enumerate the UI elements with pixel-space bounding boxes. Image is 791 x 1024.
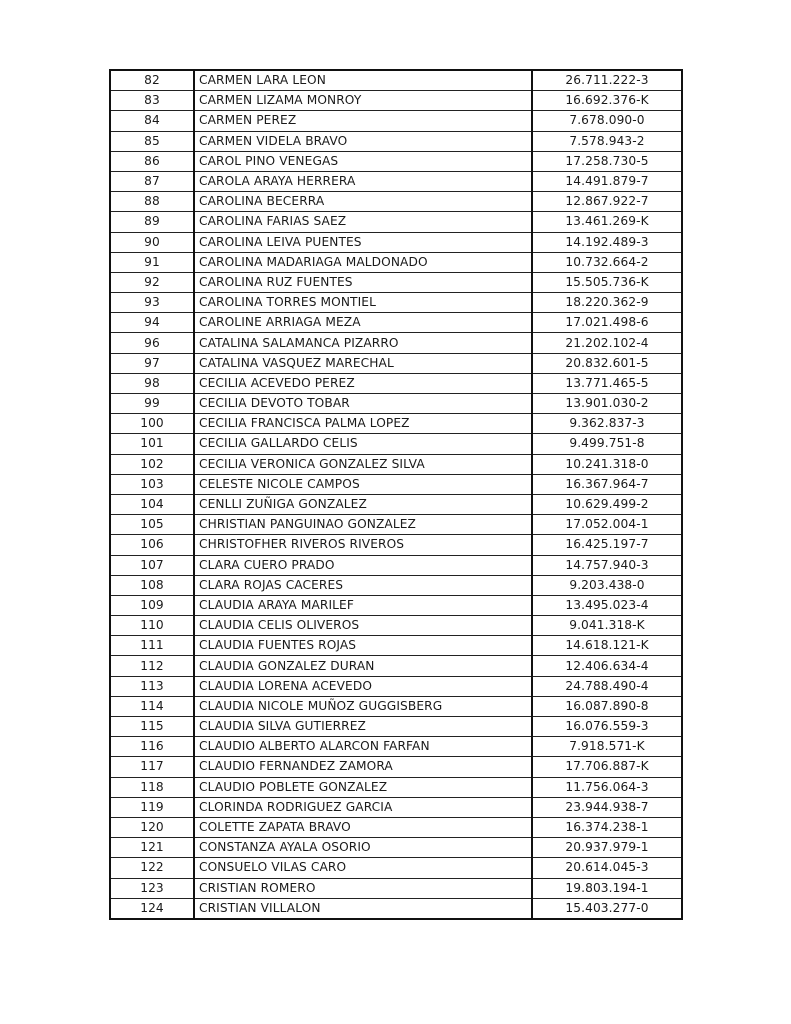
row-number-cell: 89 [110, 212, 194, 232]
full-name-cell: CENLLI ZUÑIGA GONZALEZ [194, 494, 532, 514]
table-row [110, 474, 682, 494]
rut-cell: 20.937.979-1 [532, 838, 682, 858]
rut-cell: 13.461.269-K [532, 212, 682, 232]
full-name-cell: CAROLINE ARRIAGA MEZA [194, 313, 532, 333]
table-row [110, 293, 682, 313]
full-name-cell: CLAUDIA CELIS OLIVEROS [194, 616, 532, 636]
full-name-cell: CAROLINA RUZ FUENTES [194, 272, 532, 292]
table-row [110, 333, 682, 353]
rut-cell: 17.021.498-6 [532, 313, 682, 333]
table-row [110, 616, 682, 636]
full-name-cell: CRISTIAN ROMERO [194, 878, 532, 898]
row-number-cell: 91 [110, 252, 194, 272]
row-number-cell: 114 [110, 696, 194, 716]
rut-cell: 9.203.438-0 [532, 575, 682, 595]
rut-cell: 20.832.601-5 [532, 353, 682, 373]
full-name-cell: CECILIA VERONICA GONZALEZ SILVA [194, 454, 532, 474]
rut-cell: 16.374.238-1 [532, 817, 682, 837]
row-number-cell: 107 [110, 555, 194, 575]
rut-cell: 16.425.197-7 [532, 535, 682, 555]
rut-cell: 24.788.490-4 [532, 676, 682, 696]
full-name-cell: CLAUDIA FUENTES ROJAS [194, 636, 532, 656]
table-row [110, 373, 682, 393]
table-row [110, 151, 682, 171]
full-name-cell: COLETTE ZAPATA BRAVO [194, 817, 532, 837]
full-name-cell: CLAUDIA NICOLE MUÑOZ GUGGISBERG [194, 696, 532, 716]
row-number-cell: 86 [110, 151, 194, 171]
rut-cell: 18.220.362-9 [532, 293, 682, 313]
table-row [110, 515, 682, 535]
full-name-cell: CLORINDA RODRIGUEZ GARCIA [194, 797, 532, 817]
row-number-cell: 100 [110, 414, 194, 434]
rut-cell: 21.202.102-4 [532, 333, 682, 353]
full-name-cell: CLAUDIA ARAYA MARILEF [194, 595, 532, 615]
rut-cell: 15.403.277-0 [532, 898, 682, 919]
table-row [110, 192, 682, 212]
rut-cell: 13.495.023-4 [532, 595, 682, 615]
table-row [110, 313, 682, 333]
table-row [110, 676, 682, 696]
table-row [110, 757, 682, 777]
row-number-cell: 113 [110, 676, 194, 696]
full-name-cell: CLAUDIA SILVA GUTIERREZ [194, 717, 532, 737]
rut-cell: 14.491.879-7 [532, 171, 682, 191]
full-name-cell: CLARA ROJAS CACERES [194, 575, 532, 595]
row-number-cell: 118 [110, 777, 194, 797]
full-name-cell: CAROLINA LEIVA PUENTES [194, 232, 532, 252]
table-row [110, 696, 682, 716]
row-number-cell: 123 [110, 878, 194, 898]
table-row [110, 858, 682, 878]
row-number-cell: 120 [110, 817, 194, 837]
rut-cell: 14.757.940-3 [532, 555, 682, 575]
table-row [110, 252, 682, 272]
row-number-cell: 98 [110, 373, 194, 393]
full-name-cell: CLAUDIO ALBERTO ALARCON FARFAN [194, 737, 532, 757]
full-name-cell: CELESTE NICOLE CAMPOS [194, 474, 532, 494]
row-number-cell: 88 [110, 192, 194, 212]
row-number-cell: 104 [110, 494, 194, 514]
row-number-cell: 102 [110, 454, 194, 474]
rut-cell: 9.041.318-K [532, 616, 682, 636]
full-name-cell: CLAUDIO POBLETE GONZALEZ [194, 777, 532, 797]
row-number-cell: 124 [110, 898, 194, 919]
row-number-cell: 110 [110, 616, 194, 636]
rut-cell: 17.258.730-5 [532, 151, 682, 171]
table-row [110, 434, 682, 454]
row-number-cell: 112 [110, 656, 194, 676]
full-name-cell: CRISTIAN VILLALON [194, 898, 532, 919]
full-name-cell: CECILIA FRANCISCA PALMA LOPEZ [194, 414, 532, 434]
row-number-cell: 122 [110, 858, 194, 878]
rut-cell: 7.678.090-0 [532, 111, 682, 131]
table-row [110, 171, 682, 191]
full-name-cell: CAROLINA FARIAS SAEZ [194, 212, 532, 232]
table-row [110, 494, 682, 514]
rut-cell: 9.499.751-8 [532, 434, 682, 454]
row-number-cell: 103 [110, 474, 194, 494]
table-row [110, 70, 682, 91]
row-number-cell: 87 [110, 171, 194, 191]
table-row [110, 838, 682, 858]
full-name-cell: CAROLINA BECERRA [194, 192, 532, 212]
rut-cell: 17.706.887-K [532, 757, 682, 777]
table-row [110, 878, 682, 898]
row-number-cell: 90 [110, 232, 194, 252]
rut-cell: 19.803.194-1 [532, 878, 682, 898]
row-number-cell: 83 [110, 91, 194, 111]
full-name-cell: CLAUDIA LORENA ACEVEDO [194, 676, 532, 696]
rut-cell: 7.918.571-K [532, 737, 682, 757]
full-name-cell: CLAUDIO FERNANDEZ ZAMORA [194, 757, 532, 777]
full-name-cell: CHRISTOFHER RIVEROS RIVEROS [194, 535, 532, 555]
rut-cell: 14.618.121-K [532, 636, 682, 656]
table-row [110, 131, 682, 151]
row-number-cell: 111 [110, 636, 194, 656]
full-name-cell: CONSTANZA AYALA OSORIO [194, 838, 532, 858]
full-name-cell: CLARA CUERO PRADO [194, 555, 532, 575]
row-number-cell: 101 [110, 434, 194, 454]
row-number-cell: 84 [110, 111, 194, 131]
rut-cell: 23.944.938-7 [532, 797, 682, 817]
row-number-cell: 94 [110, 313, 194, 333]
rut-cell: 13.901.030-2 [532, 394, 682, 414]
roster-table-body [110, 70, 682, 919]
row-number-cell: 106 [110, 535, 194, 555]
table-row [110, 394, 682, 414]
table-row [110, 353, 682, 373]
rut-cell: 14.192.489-3 [532, 232, 682, 252]
table-row [110, 636, 682, 656]
table-row [110, 212, 682, 232]
rut-cell: 16.087.890-8 [532, 696, 682, 716]
rut-cell: 7.578.943-2 [532, 131, 682, 151]
table-row [110, 817, 682, 837]
table-row [110, 575, 682, 595]
full-name-cell: CATALINA VASQUEZ MARECHAL [194, 353, 532, 373]
row-number-cell: 93 [110, 293, 194, 313]
row-number-cell: 105 [110, 515, 194, 535]
full-name-cell: CAROL PINO VENEGAS [194, 151, 532, 171]
table-row [110, 777, 682, 797]
row-number-cell: 92 [110, 272, 194, 292]
table-row [110, 454, 682, 474]
table-row [110, 232, 682, 252]
full-name-cell: CONSUELO VILAS CARO [194, 858, 532, 878]
roster-table [109, 69, 683, 920]
rut-cell: 20.614.045-3 [532, 858, 682, 878]
table-row [110, 91, 682, 111]
row-number-cell: 96 [110, 333, 194, 353]
row-number-cell: 116 [110, 737, 194, 757]
row-number-cell: 108 [110, 575, 194, 595]
full-name-cell: CAROLA ARAYA HERRERA [194, 171, 532, 191]
full-name-cell: CECILIA DEVOTO TOBAR [194, 394, 532, 414]
rut-cell: 13.771.465-5 [532, 373, 682, 393]
rut-cell: 9.362.837-3 [532, 414, 682, 434]
row-number-cell: 82 [110, 70, 194, 91]
row-number-cell: 109 [110, 595, 194, 615]
row-number-cell: 99 [110, 394, 194, 414]
rut-cell: 12.867.922-7 [532, 192, 682, 212]
rut-cell: 10.732.664-2 [532, 252, 682, 272]
rut-cell: 16.692.376-K [532, 91, 682, 111]
rut-cell: 10.241.318-0 [532, 454, 682, 474]
rut-cell: 17.052.004-1 [532, 515, 682, 535]
full-name-cell: CARMEN VIDELA BRAVO [194, 131, 532, 151]
table-row [110, 737, 682, 757]
table-row [110, 656, 682, 676]
rut-cell: 12.406.634-4 [532, 656, 682, 676]
full-name-cell: CAROLINA TORRES MONTIEL [194, 293, 532, 313]
row-number-cell: 117 [110, 757, 194, 777]
row-number-cell: 121 [110, 838, 194, 858]
table-row [110, 797, 682, 817]
table-row [110, 111, 682, 131]
full-name-cell: CARMEN PEREZ [194, 111, 532, 131]
full-name-cell: CECILIA ACEVEDO PEREZ [194, 373, 532, 393]
full-name-cell: CAROLINA MADARIAGA MALDONADO [194, 252, 532, 272]
full-name-cell: CARMEN LIZAMA MONROY [194, 91, 532, 111]
table-row [110, 272, 682, 292]
rut-cell: 15.505.736-K [532, 272, 682, 292]
row-number-cell: 119 [110, 797, 194, 817]
full-name-cell: CHRISTIAN PANGUINAO GONZALEZ [194, 515, 532, 535]
table-row [110, 595, 682, 615]
table-row [110, 535, 682, 555]
row-number-cell: 85 [110, 131, 194, 151]
rut-cell: 16.367.964-7 [532, 474, 682, 494]
table-row [110, 555, 682, 575]
table-row [110, 414, 682, 434]
table-row [110, 898, 682, 919]
rut-cell: 16.076.559-3 [532, 717, 682, 737]
table-row [110, 717, 682, 737]
full-name-cell: CARMEN LARA LEON [194, 70, 532, 91]
rut-cell: 26.711.222-3 [532, 70, 682, 91]
rut-cell: 11.756.064-3 [532, 777, 682, 797]
full-name-cell: CLAUDIA GONZALEZ DURAN [194, 656, 532, 676]
row-number-cell: 97 [110, 353, 194, 373]
row-number-cell: 115 [110, 717, 194, 737]
full-name-cell: CATALINA SALAMANCA PIZARRO [194, 333, 532, 353]
rut-cell: 10.629.499-2 [532, 494, 682, 514]
full-name-cell: CECILIA GALLARDO CELIS [194, 434, 532, 454]
